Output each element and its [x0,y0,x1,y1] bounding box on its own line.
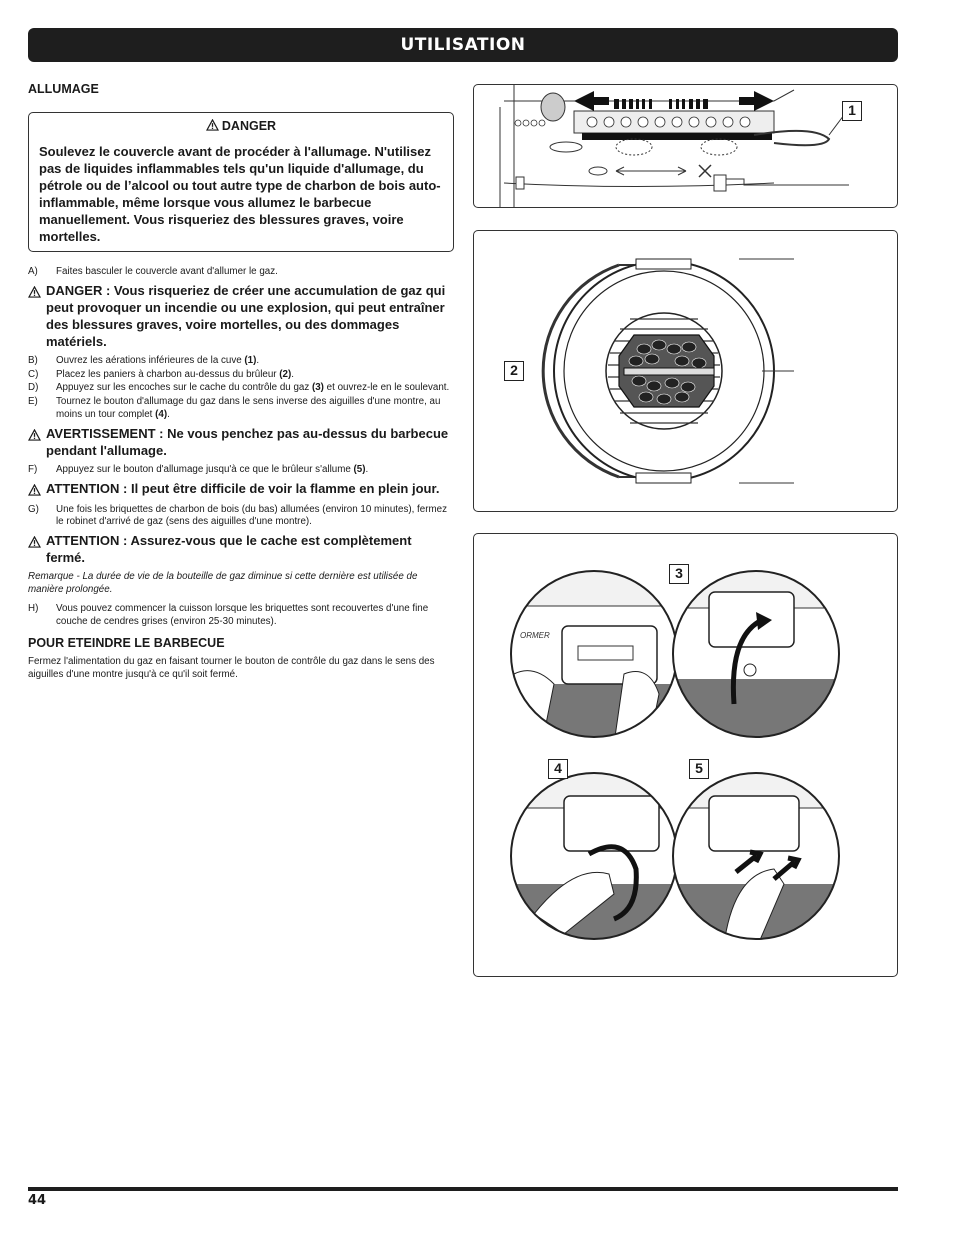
step-body: Placez les paniers à charbon au-dessus du brûleur [56,368,280,380]
callout-4: 4 [548,759,568,779]
page-number: 44 [28,1193,47,1208]
callout-1: 1 [842,101,862,121]
step-d [28,382,454,395]
section-header-bar [28,28,898,62]
step-letter: G) [28,503,39,515]
step-letter: C) [28,368,39,380]
step-ref: (4) [155,408,168,420]
step-text [56,355,454,368]
step-end: . [291,368,294,380]
step-body: Appuyez sur les encoches sur le cache du contrôle du gaz [56,382,312,394]
warning-triangle-icon [28,429,41,441]
step-letter: E) [28,396,38,408]
step-letter: D) [28,382,39,394]
step-h [28,603,454,629]
step-end: et ouvrez-le en le soulevant. [323,382,450,394]
avertissement-text: AVERTISSEMENT : Ne vous penchez pas au-dessus du barbecue pendant l'allumage. [46,425,449,458]
step-body: Appuyez sur le bouton d'allumage jusqu'à ce que le brûleur s'allume [56,463,354,475]
warning-triangle-icon [206,119,219,131]
step-letter: H) [28,602,39,614]
page-title: UTILISATION [400,35,526,55]
step-ref: (5) [353,463,366,475]
step-end: . [167,408,170,420]
footer-rule [28,1187,898,1191]
step-ref: (3) [311,382,324,394]
attention-flame-text: ATTENTION : Il peut être difficile de voir la flamme en plein jour. [46,480,440,496]
danger-gas-warning [28,282,454,350]
step-letter: B) [28,354,38,366]
warning-triangle-icon [28,286,41,298]
step-body: Ouvrez les aérations inférieures de la cuve [56,354,245,366]
danger-gas-text: DANGER : Vous risqueriez de créer une accumulation de gaz qui peut provoquer un incendie ou une explosion, qui peut entraîner des blessures graves, voire mortelles, ou des dommages matériels. [46,282,446,349]
danger-box-text: Soulevez le couvercle avant de procéder à l'allumage. N'utilisez pas de liquides inflammables tels qu'un liquide d'allumage, du pétrole ou de l’alcool ou tout autre type de charbon de bois auto-inflammable, même lorsque vous allumez le barbecue manuellement. Vous risqueriez des blessures graves, voire mortelles. [39,144,441,244]
danger-box-title-text: DANGER [221,119,277,133]
remark-note: Remarque - La durée de vie de la bouteille de gaz diminue si cette dernière est utilisée de manière prolongée. [28,571,418,595]
warning-triangle-icon [28,484,41,496]
subsection-title: POUR ETEINDRE LE BARBECUE [28,636,225,651]
kettle-top-illustration [474,231,898,512]
step-text: Une fois les briquettes de charbon de bois (du bas) allumées (environ 10 minutes), fermez le robinet d'arrivé de gaz (sens des aiguilles d'une montre). [56,503,447,528]
attention-cover-warning [28,532,454,566]
subsection-text: Fermez l'alimentation du gaz en faisant tourner le bouton de contrôle du gaz dans le sens des aiguilles d'une montre jusqu'à ce qu'il soit fermé. [28,656,435,681]
figure-vents [473,84,898,208]
step-b [28,355,454,368]
warning-triangle-icon [28,536,41,548]
step-letter: A) [28,266,38,277]
step-ref: (1) [244,354,257,366]
control-label: ORMER [520,631,550,640]
attention-flame-warning [28,480,454,499]
step-text [56,382,454,395]
step-c [28,369,454,382]
attention-cover-text: ATTENTION : Assurez-vous que le cache est complètement fermé. [46,533,412,566]
step-ref: (2) [279,368,292,380]
callout-2: 2 [504,361,524,381]
gas-control-illustration [474,534,898,977]
step-g [28,504,454,530]
instructions-column [28,82,454,682]
step-a [28,266,454,279]
step-letter: F) [28,463,38,475]
section-title: ALLUMAGE [28,82,99,96]
avertissement-warning [28,425,454,459]
step-end: . [365,463,369,475]
callout-5: 5 [689,759,709,779]
step-text: Vous pouvez commencer la cuisson lorsque les briquettes sont recouvertes d'une fine couche de cendres grises (environ 25-30 minutes). [56,602,429,627]
step-text [56,464,454,477]
figure-gas-control [473,533,898,977]
step-e [28,396,454,422]
step-text [56,396,454,422]
step-text [56,369,454,382]
step-body: Tournez le bouton d'allumage du gaz dans le sens inverse des aiguilles d'une montre, au moins un tour complet [56,396,441,420]
danger-box [28,112,454,252]
vent-illustration [474,85,898,208]
figure-charcoal-baskets [473,230,898,512]
callout-3: 3 [669,564,689,584]
danger-box-title [39,119,443,133]
step-text: Faites basculer le couvercle avant d'allumer le gaz. [56,266,278,277]
step-end: . [256,354,260,366]
step-f [28,464,454,477]
